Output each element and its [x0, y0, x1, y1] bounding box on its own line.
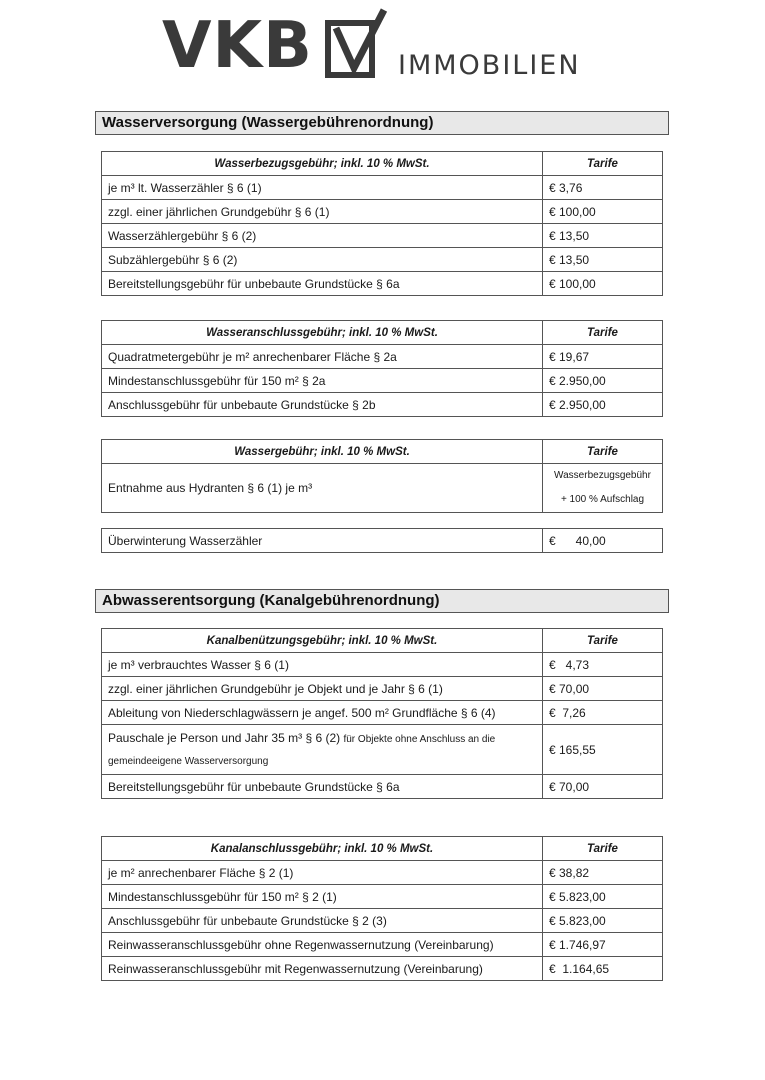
table-row: [102, 272, 663, 296]
row-value: € 5.823,00: [543, 909, 663, 933]
row-desc: Bereitstellungsgebühr für unbebaute Grundstücke § 6a: [102, 272, 543, 296]
table-row: [102, 176, 663, 200]
table-wasseranschlussgebuehr: [101, 320, 663, 417]
row-value: € 2.950,00: [543, 369, 663, 393]
row-value: € 7,26: [543, 701, 663, 725]
table-ueberwinterung: [101, 528, 663, 553]
row-value: € 3,76: [543, 176, 663, 200]
column-header-desc: Wasseranschlussgebühr; inkl. 10 % MwSt.: [102, 321, 543, 345]
row-desc: Überwinterung Wasserzähler: [102, 529, 543, 553]
table-row: [102, 248, 663, 272]
row-desc: zzgl. einer jährlichen Grundgebühr § 6 (1): [102, 200, 543, 224]
row-desc: Anschlussgebühr für unbebaute Grundstücke § 2 (3): [102, 909, 543, 933]
row-desc: zzgl. einer jährlichen Grundgebühr je Objekt und je Jahr § 6 (1): [102, 677, 543, 701]
table-header-row: [102, 152, 663, 176]
table-row: [102, 957, 663, 981]
table-row: [102, 933, 663, 957]
table-row: [102, 725, 663, 775]
row-value: € 1.164,65: [543, 957, 663, 981]
row-desc: Reinwasseranschlussgebühr mit Regenwassernutzung (Vereinbarung): [102, 957, 543, 981]
row-value: € 13,50: [543, 224, 663, 248]
table-row: [102, 885, 663, 909]
table-header-row: [102, 440, 663, 464]
table-wassergebuehr: [101, 439, 663, 513]
row-value: € 38,82: [543, 861, 663, 885]
row-desc: Ableitung von Niederschlagwässern je angef. 500 m² Grundfläche § 6 (4): [102, 701, 543, 725]
column-header-tarife: Tarife: [543, 321, 663, 345]
row-value: € 100,00: [543, 272, 663, 296]
row-desc: Wasserzählergebühr § 6 (2): [102, 224, 543, 248]
column-header-desc: Kanalbenützungsgebühr; inkl. 10 % MwSt.: [102, 629, 543, 653]
table-header-row: [102, 629, 663, 653]
logo-check-icon: [330, 8, 390, 78]
row-value: € 70,00: [543, 677, 663, 701]
table-row: [102, 464, 663, 513]
row-desc: Subzählergebühr § 6 (2): [102, 248, 543, 272]
table-row: [102, 529, 663, 553]
column-header-tarife: Tarife: [543, 440, 663, 464]
table-row: [102, 345, 663, 369]
logo-subtitle: IMMOBILIEN: [398, 50, 581, 81]
row-value: € 2.950,00: [543, 393, 663, 417]
row-desc: [102, 725, 543, 775]
column-header-tarife: Tarife: [543, 837, 663, 861]
table-row: [102, 861, 663, 885]
table-row: [102, 775, 663, 799]
row-desc-note-2: gemeindeeigene Wasserversorgung: [108, 755, 269, 767]
table-row: [102, 653, 663, 677]
table-wasserbezugsgebuehr: [101, 151, 663, 296]
row-value-line2: + 100 % Aufschlag: [560, 494, 645, 505]
logo-brand: VKB: [162, 9, 313, 83]
row-desc: Bereitstellungsgebühr für unbebaute Grundstücke § 6a: [102, 775, 543, 799]
row-value: € 5.823,00: [543, 885, 663, 909]
row-desc: Anschlussgebühr für unbebaute Grundstücke § 2b: [102, 393, 543, 417]
row-value: € 100,00: [543, 200, 663, 224]
row-value-line1: Wasserbezugsgebühr: [554, 470, 651, 481]
section-title-abwasserentsorgung: Abwasserentsorgung (Kanalgebührenordnung): [95, 589, 669, 613]
row-desc: Mindestanschlussgebühr für 150 m² § 2 (1): [102, 885, 543, 909]
section-title-wasserversorgung: Wasserversorgung (Wassergebührenordnung): [95, 111, 669, 135]
row-value: € 4,73: [543, 653, 663, 677]
table-row: [102, 393, 663, 417]
row-desc: Reinwasseranschlussgebühr ohne Regenwassernutzung (Vereinbarung): [102, 933, 543, 957]
row-desc: je m² anrechenbarer Fläche § 2 (1): [102, 861, 543, 885]
vkb-logo: [162, 6, 612, 86]
column-header-desc: Kanalanschlussgebühr; inkl. 10 % MwSt.: [102, 837, 543, 861]
table-header-row: [102, 837, 663, 861]
row-value: € 19,67: [543, 345, 663, 369]
row-desc: Entnahme aus Hydranten § 6 (1) je m³: [102, 464, 543, 513]
row-desc: je m³ lt. Wasserzähler § 6 (1): [102, 176, 543, 200]
table-row: [102, 909, 663, 933]
row-desc: je m³ verbrauchtes Wasser § 6 (1): [102, 653, 543, 677]
row-desc-main: Pauschale je Person und Jahr 35 m³ § 6 (2): [108, 730, 341, 745]
column-header-desc: Wasserbezugsgebühr; inkl. 10 % MwSt.: [102, 152, 543, 176]
column-header-tarife: Tarife: [543, 152, 663, 176]
table-row: [102, 701, 663, 725]
table-row: [102, 224, 663, 248]
row-desc-note: für Objekte ohne Anschluss an die: [343, 733, 496, 745]
row-value: € 40,00: [543, 529, 663, 553]
table-row: [102, 369, 663, 393]
row-value: € 165,55: [543, 725, 663, 775]
row-desc: Quadratmetergebühr je m² anrechenbarer Fläche § 2a: [102, 345, 543, 369]
table-row: [102, 677, 663, 701]
column-header-tarife: Tarife: [543, 629, 663, 653]
row-value: € 70,00: [543, 775, 663, 799]
row-value: € 13,50: [543, 248, 663, 272]
row-value: [543, 464, 663, 513]
table-row: [102, 200, 663, 224]
table-kanalanschlussgebuehr: [101, 836, 663, 981]
table-kanalbenuetzungsgebuehr: [101, 628, 663, 799]
table-header-row: [102, 321, 663, 345]
column-header-desc: Wassergebühr; inkl. 10 % MwSt.: [102, 440, 543, 464]
row-value: € 1.746,97: [543, 933, 663, 957]
row-desc: Mindestanschlussgebühr für 150 m² § 2a: [102, 369, 543, 393]
